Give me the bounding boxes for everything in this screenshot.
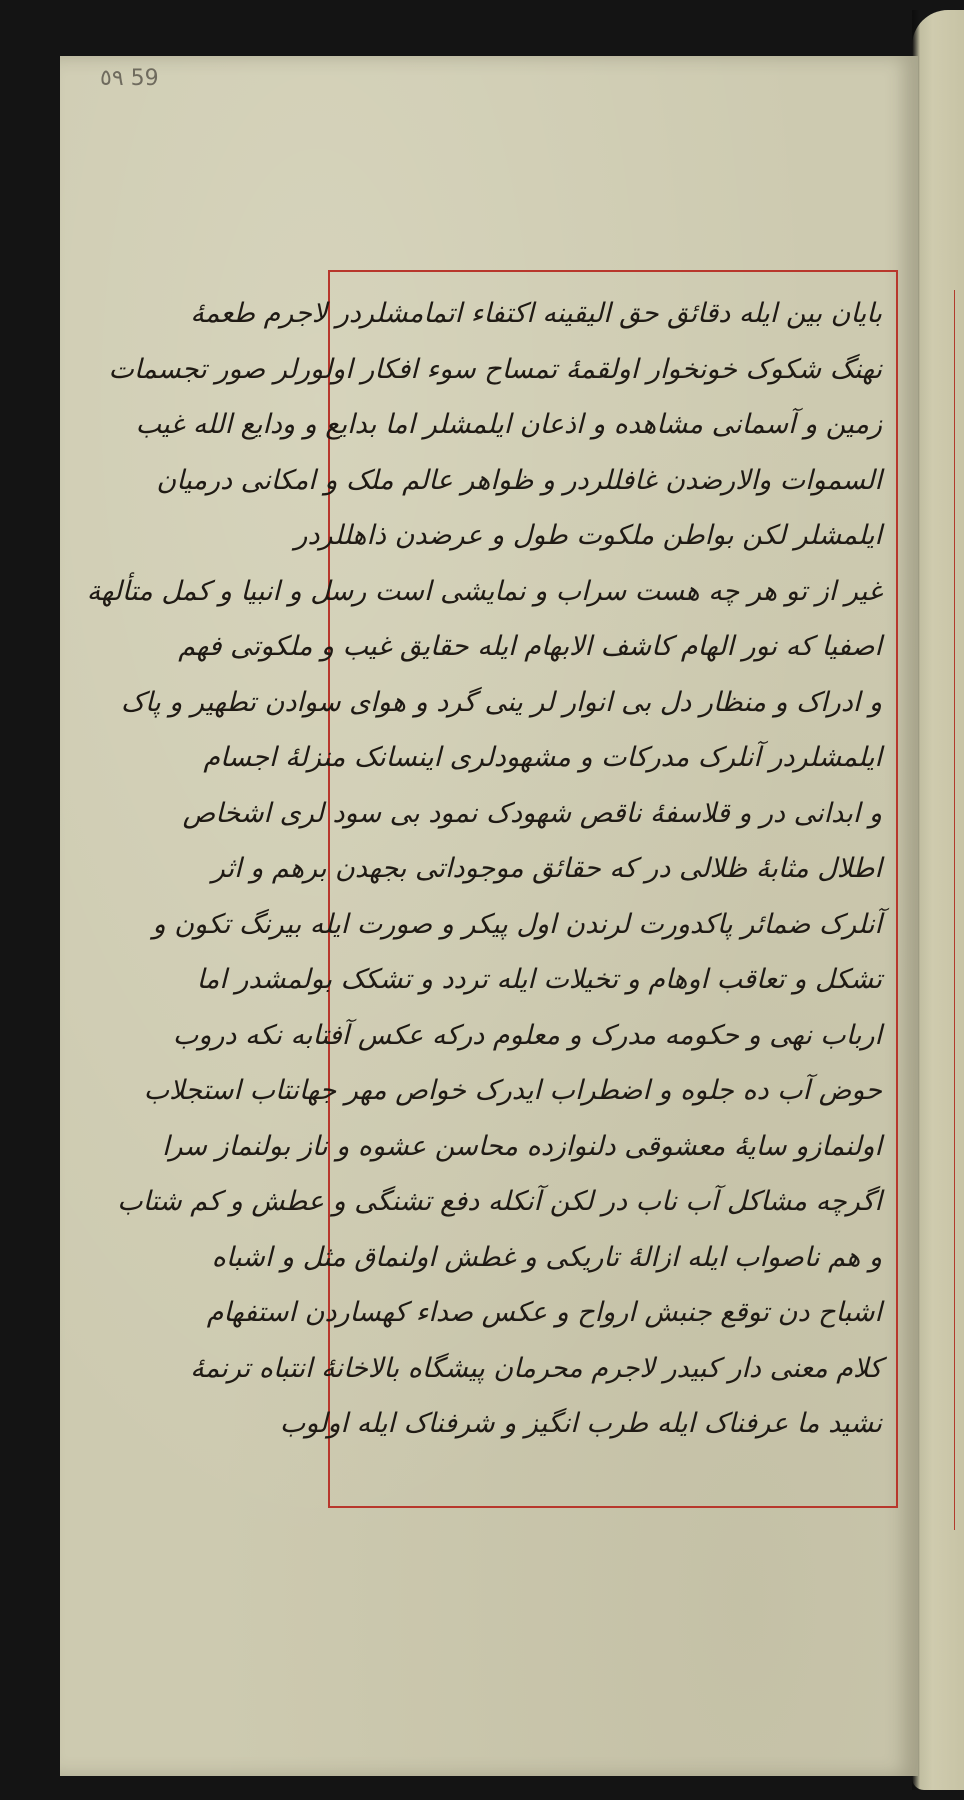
text-line: نشید ما عرفناک ایله طرب انگیز و شرفناک ایله اولوب [279, 1408, 882, 1439]
text-line: اولنمازو سایهٔ معشوقی دلنوازده محاسن عشوه و ناز بولنماز سرا [161, 1130, 882, 1162]
manuscript-page [60, 56, 918, 1776]
text-line: کلام معنی دار کبیدر لاجرم محرمان پیشگاه بالاخانهٔ انتباه ترنمهٔ [190, 1352, 882, 1384]
folio-number: ٥٩ 59 [100, 66, 159, 91]
text-line: بایان بین ایله دقائق حق الیقینه اکتفاء اتمامشلردر لاجرم طعمهٔ [190, 298, 882, 329]
text-line: اگرچه مشاکل آب ناب در لکن آنکله دفع تشنگی و عطش و کم شتاب [117, 1186, 882, 1217]
text-line: و ابدانی در و قلاسفهٔ ناقص شهودک نمود بی سود لری اشخاص [182, 797, 882, 829]
text-line: اشباح دن توقع جنبش ارواح و عکس صداء کهساردن استفهام [206, 1297, 882, 1328]
text-line: اطلال مثابهٔ ظلالی در که حقائق موجوداتی بجهدن برهم و اثر [211, 853, 882, 884]
text-line: غیر از تو هر چه هست سراب و نمایشی است رسل و انبیا و کمل متألهة [86, 575, 882, 607]
text-line: ایلمشلردر آنلرک مدرکات و مشهودلری اینسانک منزلهٔ اجسام [203, 742, 882, 773]
text-line: تشکل و تعاقب اوهام و تخیلات ایله تردد و تشکک بولمشدر اما [196, 964, 882, 995]
text-block [86, 286, 882, 1492]
text-frame [86, 270, 898, 1508]
facing-page-frame-rule [954, 290, 955, 1530]
facing-page-edge [912, 10, 964, 1790]
text-line: نهنگ شکوک خونخوار اولقمهٔ تمساح سوء افکار اولورلر صور تجسمات [108, 353, 882, 385]
text-line: آنلرک ضمائر پاکدورت لرندن اول پیکر و صورت ایله بیرنگ تکون و [152, 908, 882, 940]
text-line: زمین و آسمانی مشاهده و اذعان ایلمشلر اما بدایع و ودایع الله غیب [135, 409, 882, 440]
text-line: اصفیا که نور الهام کاشف الابهام ایله حقایق غیب و ملکوتی فهم [178, 631, 882, 662]
text-line: ارباب نهی و حکومه مدرک و معلوم درکه عکس آفتابه نکه دروب [172, 1019, 882, 1051]
text-line: و ادراک و منظار دل بی انوار لر ینی گرد و هوای سوادن تطهیر و پاک [120, 686, 882, 718]
text-line: ایلمشلر لکن بواطن ملکوت طول و عرضدن ذاهللردر [294, 520, 882, 551]
text-line: السموات والارضدن غافللردر و ظواهر عالم ملک و امکانی درمیان [156, 464, 882, 496]
text-line: و هم ناصواب ایله ازالهٔ تاریکی و غطش اولنماق مثل و اشباه [211, 1241, 882, 1273]
text-line: حوض آب ده جلوه و اضطراب ایدرک خواص مهر جهانتاب استجلاب [143, 1075, 882, 1106]
